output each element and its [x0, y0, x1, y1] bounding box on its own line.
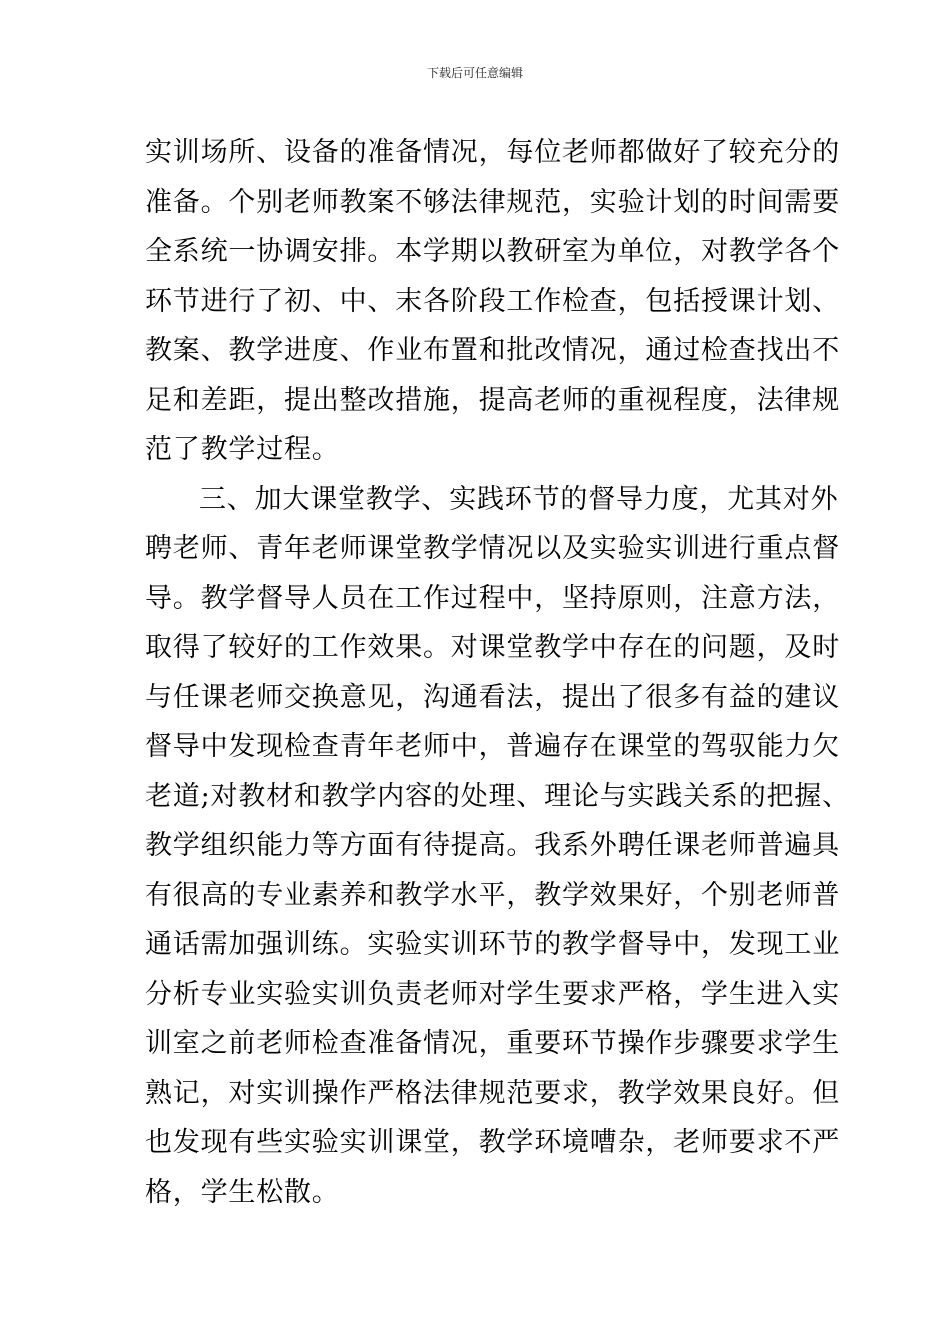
text-line: 督导中发现检查青年老师中，普遍存在课堂的驾驭能力欠 — [145, 731, 840, 762]
text-line: 教案、教学进度、作业布置和批改情况，通过检查找出不 — [145, 335, 840, 366]
text-line: 导。教学督导人员在工作过程中，坚持原则，注意方法， — [145, 582, 840, 614]
text-line: 通话需加强训练。实验实训环节的教学督导中，发现工业 — [145, 929, 840, 960]
text-line: 与任课老师交换意见，沟通看法，提出了很多有益的建议 — [145, 681, 840, 713]
text-line: 分析专业实验实训负责老师对学生要求严格，学生进入实 — [145, 978, 840, 1010]
text-line: 范了教学过程。 — [145, 434, 340, 465]
text-line: 环节进行了初、中、末各阶段工作检查，包括授课计划、 — [145, 285, 840, 317]
page-header: 下载后可任意编辑 — [426, 66, 523, 80]
document-body — [145, 128, 850, 1217]
text-line: 取得了较好的工作效果。对课堂教学中存在的问题，及时 — [145, 632, 840, 663]
text-line: 聘老师、青年老师课堂教学情况以及实验实训进行重点督 — [145, 533, 840, 564]
text-line: 实训场所、设备的准备情况，每位老师都做好了较充分的 — [145, 137, 840, 168]
text-line: 老道;对教材和教学内容的处理、理论与实践关系的把握、 — [145, 780, 850, 812]
text-line: 训室之前老师检查准备情况，重要环节操作步骤要求学生 — [145, 1028, 840, 1059]
text-line: 有很高的专业素养和教学水平，教学效果好，个别老师普 — [145, 879, 840, 911]
text-line: 足和差距，提出整改措施，提高老师的重视程度，法律规 — [145, 384, 840, 416]
text-line: 熟记，对实训操作严格法律规范要求，教学效果良好。但 — [145, 1077, 840, 1109]
text-line: 全系统一协调安排。本学期以教研室为单位，对教学各个 — [145, 236, 840, 267]
text-line: 格，学生松散。 — [145, 1176, 340, 1208]
text-line: 也发现有些实验实训课堂，教学环境嘈杂，老师要求不严 — [145, 1127, 840, 1158]
text-line: 教学组织能力等方面有待提高。我系外聘任课老师普遍具 — [145, 830, 840, 861]
paragraph-start-line: 三、加大课堂教学、实践环节的督导力度，尤其对外 — [199, 483, 839, 515]
text-line: 准备。个别老师教案不够法律规范，实验计划的时间需要 — [145, 186, 840, 218]
